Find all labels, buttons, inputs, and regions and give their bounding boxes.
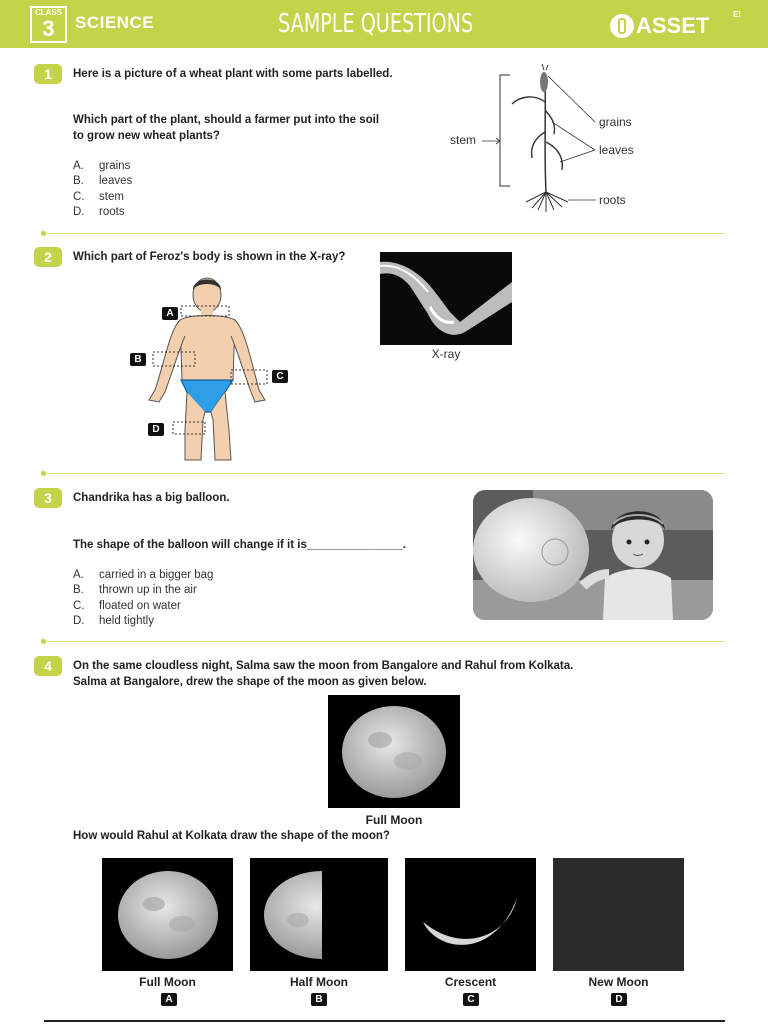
- choice-d-label: New Moon: [588, 975, 649, 989]
- option-a[interactable]: A. carried in a bigger bag: [73, 569, 214, 581]
- label-stem: stem: [450, 133, 477, 147]
- body-tag-a: A: [162, 307, 178, 320]
- divider: [44, 233, 725, 234]
- main-moon-caption: Full Moon: [365, 813, 423, 827]
- asset-logo: ASSET: [636, 13, 710, 38]
- question-number-badge: 4: [34, 656, 62, 676]
- choice-a-tag[interactable]: A: [161, 993, 177, 1006]
- choice-a-image[interactable]: [102, 858, 233, 971]
- q1-intro: Here is a picture of a wheat plant with some parts labelled.: [73, 68, 393, 80]
- logo-ei: EI: [733, 10, 741, 19]
- balloon-photo: [473, 490, 713, 620]
- choice-b-image[interactable]: [250, 858, 388, 971]
- class-number: 3: [42, 16, 55, 41]
- divider: [44, 473, 725, 474]
- q4-intro-line2: Salma at Bangalore, drew the shape of the moon as given below.: [73, 676, 427, 688]
- class-label: CLASS: [34, 8, 63, 17]
- label-grains: grains: [599, 115, 632, 129]
- page-title: SAMPLE QUESTIONS: [278, 9, 474, 39]
- option-b[interactable]: B. leaves: [73, 175, 133, 188]
- choice-b-tag[interactable]: B: [311, 993, 327, 1006]
- q2-question: Which part of Feroz's body is shown in the X-ray?: [73, 251, 346, 263]
- choice-d-image[interactable]: [553, 858, 684, 971]
- label-leaves: leaves: [599, 143, 634, 157]
- choice-b-label: Half Moon: [290, 975, 348, 989]
- class-box: [30, 6, 67, 43]
- label-roots: roots: [599, 193, 626, 207]
- option-a[interactable]: A. grains: [73, 160, 131, 172]
- choice-d-tag[interactable]: D: [611, 993, 627, 1006]
- body-tag-c: C: [272, 370, 288, 383]
- divider: [44, 641, 725, 642]
- choice-c-label: Crescent: [444, 975, 497, 989]
- body-tag-d: D: [148, 423, 164, 436]
- body-tag-b: B: [130, 353, 146, 366]
- bottom-rule: [44, 1020, 725, 1022]
- choice-c-image[interactable]: [405, 858, 536, 971]
- q4-intro-line1: On the same cloudless night, Salma saw the moon from Bangalore and Rahul from Kolkata.: [73, 660, 574, 672]
- question-number-badge: 3: [34, 488, 62, 508]
- option-c[interactable]: C. stem: [73, 190, 124, 203]
- xray-caption: X-ray: [431, 347, 461, 361]
- option-d[interactable]: D. roots: [73, 205, 125, 218]
- q1-question-line2: to grow new wheat plants?: [73, 130, 220, 142]
- question-number-badge: 1: [34, 64, 62, 84]
- choice-c-tag[interactable]: C: [463, 993, 479, 1006]
- q1-options: [73, 159, 132, 220]
- option-c[interactable]: C. floated on water: [73, 599, 181, 612]
- q3-intro: Chandrika has a big balloon.: [73, 492, 230, 504]
- q1-question-line1: Which part of the plant, should a farmer put into the soil: [73, 114, 380, 126]
- option-d[interactable]: D. held tightly: [73, 614, 154, 627]
- asset-logo-icon: [610, 14, 634, 38]
- q3-options: [73, 568, 213, 629]
- xray-image: [380, 252, 512, 345]
- question-number-badge: 2: [34, 247, 62, 267]
- full-moon-image: [328, 695, 460, 808]
- q3-question: The shape of the balloon will change if it is_______________.: [73, 539, 406, 551]
- q4-question: How would Rahul at Kolkata draw the shape of the moon?: [73, 830, 390, 842]
- subject-title: SCIENCE: [75, 13, 155, 32]
- option-b[interactable]: B. thrown up in the air: [73, 584, 197, 597]
- choice-a-label: Full Moon: [139, 975, 196, 989]
